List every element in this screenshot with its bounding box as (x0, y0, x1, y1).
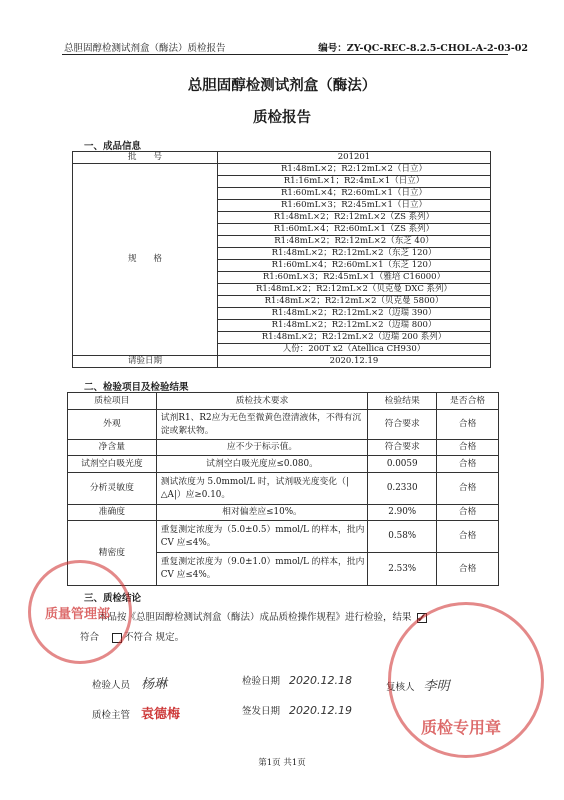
inspector-label: 检验人员 (92, 680, 131, 691)
table-row (68, 473, 499, 505)
item-cell: 试剂空白吸光度 (68, 456, 157, 473)
requirement-cell: 相对偏差应≤10%。 (156, 505, 368, 521)
page-number: 第1页 共1页 (258, 758, 306, 768)
item-cell: 准确度 (68, 505, 157, 521)
requirement-cell: 测试浓度为 5.0mmol/L 时，试剂吸光度变化（|△A|）应≥0.10。 (156, 473, 368, 505)
spec-item: R1:16mL×1；R2:4mL×1（日立） (218, 176, 491, 188)
item-cell: 分析灵敏度 (68, 473, 157, 505)
col-header-pass: 是否合格 (437, 393, 499, 410)
product-info-table (72, 151, 491, 368)
pass-cell: 合格 (437, 473, 499, 505)
table-row (68, 410, 499, 440)
qc-seal-text: 质检专用章 (421, 718, 502, 737)
spec-item: R1:60mL×4；R2:60mL×1（东芝 120） (218, 260, 491, 272)
section-heading-results: 二、检验项目及检验结果 (84, 382, 189, 393)
issue-date-field (242, 703, 352, 717)
spec-label: 规 格 (73, 164, 218, 356)
spec-item: R1:60mL×4；R2:60mL×1（ZS 系列） (218, 224, 491, 236)
pass-cell: 合格 (437, 505, 499, 521)
pass-cell: 合格 (437, 456, 499, 473)
pass-checkbox-checked: ✓ (416, 610, 427, 625)
batch-value: 201201 (218, 152, 491, 164)
pass-cell: 合格 (437, 440, 499, 456)
col-header-result: 检验结果 (368, 393, 437, 410)
spec-item: R1:48mL×2；R2:12mL×2（贝克曼 5800） (218, 296, 491, 308)
reviewer-label: 复核人 (386, 682, 415, 693)
supervisor-label: 质检主管 (92, 710, 131, 721)
request-date-label: 请验日期 (73, 356, 218, 368)
department-stamp-text: 质量管理部 (45, 607, 111, 622)
spec-item: R1:48mL×2；R2:12mL×2（ZS 系列） (218, 212, 491, 224)
result-cell: 0.2330 (368, 473, 437, 505)
header-divider (62, 54, 508, 55)
supervisor-field (92, 703, 180, 722)
conclusion-end: 规定。 (155, 632, 185, 643)
inspection-date-label: 检验日期 (242, 676, 281, 687)
spec-item: R1:48mL×2；R2:12mL×2（迈瑞 200 系列） (218, 332, 491, 344)
item-cell: 外观 (68, 410, 157, 440)
result-cell: 0.58% (368, 521, 437, 553)
issue-date-signature: 2020.12.19 (289, 704, 353, 717)
issue-date-label: 签发日期 (242, 706, 281, 717)
result-cell: 符合要求 (368, 410, 437, 440)
table-row (73, 152, 491, 164)
spec-item: R1:48mL×2；R2:12mL×2（东芝 120） (218, 248, 491, 260)
item-cell: 净含量 (68, 440, 157, 456)
table-row (68, 521, 499, 553)
requirement-cell: 重复测定浓度为（9.0±1.0）mmol/L 的样本，批内 CV 应≤4%。 (156, 553, 368, 586)
col-header-requirement: 质检技术要求 (156, 393, 368, 410)
table-row (73, 356, 491, 368)
reviewer-signature: 李明 (423, 679, 450, 694)
col-header-item: 质检项目 (68, 393, 157, 410)
request-date-value: 2020.12.19 (218, 356, 491, 368)
spec-item: R1:48mL×2；R2:12mL×2（东芝 40） (218, 236, 491, 248)
document-number: 编号：ZY-QC-REC-8.2.5-CHOL-A-2-03-02 (318, 43, 528, 54)
inspector-signature: 杨琳 (141, 677, 168, 692)
spec-item: R1:48mL×2；R2:12mL×2（贝克曼 DXC 系列） (218, 284, 491, 296)
result-cell: 0.0059 (368, 456, 437, 473)
option-pass: 符合 (80, 632, 100, 643)
table-row (68, 456, 499, 473)
table-row (68, 440, 499, 456)
inspector-field (92, 673, 167, 692)
spec-item: R1:60mL×4；R2:60mL×1（日立） (218, 188, 491, 200)
spec-item: 人份：200T x2（Atellica CH930） (218, 344, 491, 356)
supervisor-seal: 袁德梅 (141, 707, 181, 722)
inspection-date-field (242, 673, 352, 687)
requirement-cell: 重复测定浓度为（5.0±0.5）mmol/L 的样本，批内 CV 应≤4%。 (156, 521, 368, 553)
spec-item: R1:60mL×3；R2:45mL×1（日立） (218, 200, 491, 212)
conclusion-line: 本品按《总胆固醇检测试剂盒（酶法）成品质检操作规程》进行检验，结果 (98, 612, 412, 623)
spec-item: R1:60mL×3；R2:45mL×1（雅培 C16000） (218, 272, 491, 284)
spec-item: R1:48mL×2；R2:12mL×2（日立） (218, 164, 491, 176)
department-stamp (28, 560, 132, 664)
requirement-cell: 试剂R1、R2应为无色至微黄色澄清液体，不得有沉淀或絮状物。 (156, 410, 368, 440)
requirement-cell: 应不少于标示值。 (156, 440, 368, 456)
header-title: 总胆固醇检测试剂盒（酶法）质检报告 (64, 43, 226, 54)
table-header-row (68, 393, 499, 410)
result-cell: 2.53% (368, 553, 437, 586)
result-cell: 2.90% (368, 505, 437, 521)
conclusion-text (80, 608, 429, 648)
table-row (68, 505, 499, 521)
inspection-date-signature: 2020.12.18 (289, 674, 353, 687)
requirement-cell: 试剂空白吸光度应≤0.080。 (156, 456, 368, 473)
section-heading-product-info: 一、成品信息 (84, 141, 142, 152)
section-heading-conclusion: 三、质检结论 (84, 593, 142, 604)
result-cell: 符合要求 (368, 440, 437, 456)
report-title: 总胆固醇检测试剂盒（酶法） (187, 77, 377, 94)
table-row (73, 164, 491, 176)
pass-cell: 合格 (437, 553, 499, 586)
pass-cell: 合格 (437, 521, 499, 553)
batch-label: 批 号 (73, 152, 218, 164)
option-fail: 不符合 (124, 632, 153, 643)
spec-item: R1:48mL×2；R2:12mL×2（迈瑞 390） (218, 308, 491, 320)
pass-cell: 合格 (437, 410, 499, 440)
results-table (67, 392, 499, 586)
report-subtitle: 质检报告 (253, 109, 311, 126)
item-cell: 精密度 (68, 521, 157, 586)
qc-seal-stamp (388, 602, 544, 758)
spec-item: R1:48mL×2；R2:12mL×2（迈瑞 800） (218, 320, 491, 332)
